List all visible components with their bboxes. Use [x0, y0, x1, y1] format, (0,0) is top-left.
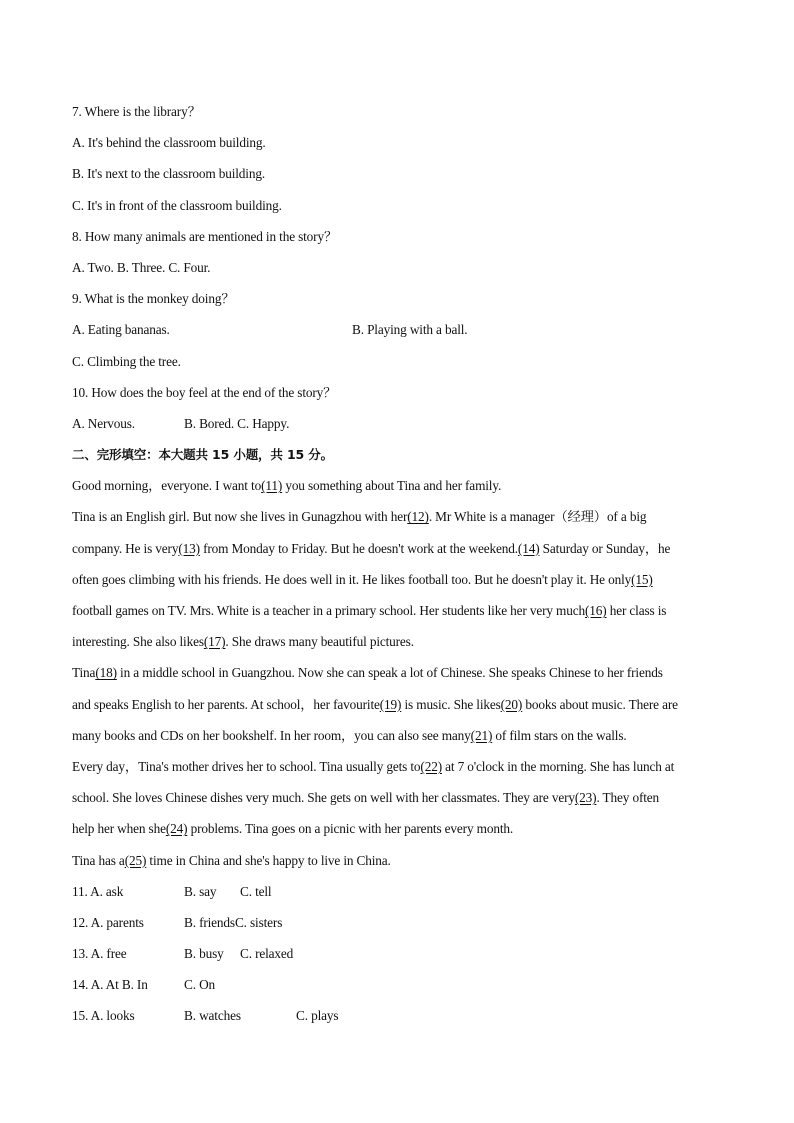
answer-row-13: 13. A. free B. busy C. relaxed [72, 946, 294, 962]
blank-20: (20) [500, 696, 523, 712]
q10-option-a: A. Nervous. [72, 415, 135, 431]
passage-line-10: Every day，Tina's mother drives her to school. Tina usually gets to(22) at 7 o'clock in the morning. She has lunch at [72, 758, 675, 774]
passage-line-5: football games on TV. Mrs. White is a teacher in a primary school. Her students like her very much(16) her class is [72, 603, 667, 618]
q8-options: A. Two. B. Three. C. Four. [72, 259, 211, 275]
q10-options [72, 408, 732, 439]
blank-25: (25) [124, 852, 147, 868]
q9-option-b: B. Playing with a ball. [352, 322, 468, 338]
blank-14: (14) [517, 540, 540, 556]
q10-option-bc: B. Bored. C. Happy. [184, 415, 290, 431]
passage-line-7: Tina(18) in a middle school in Guangzhou. Now she can speak a lot of Chinese. She speaks Chinese to her friends [72, 665, 663, 681]
passage-line-13: Tina has a(25) time in China and she's happy to live in China. [72, 852, 391, 868]
blank-15: (15) [631, 571, 653, 587]
passage-line-11: school. She loves Chinese dishes very much. She gets on well with her classmates. They are very(23). They often [72, 790, 660, 806]
section-heading: 二、完形填空：本大题共 15 小题，共 15 分。 [72, 447, 333, 463]
blank-23: (23) [574, 790, 597, 806]
blank-22: (22) [420, 758, 442, 774]
blank-18: (18) [95, 665, 117, 681]
passage-line-4: often goes climbing with his friends. He does well in it. He likes football too. But he doesn't play it. He only(15) [72, 571, 653, 587]
q7-option-b: B. It's next to the classroom building. [72, 166, 266, 182]
blank-11: (11) [261, 478, 283, 494]
passage-line-12: help her when she(24) problems. Tina goes on a picnic with her parents every month. [72, 821, 514, 837]
blank-17: (17) [203, 634, 226, 650]
q7-option-c: C. It's in front of the classroom building. [72, 197, 282, 213]
passage-line-1: Good morning，everyone. I want to(11) you something about Tina and her family. [72, 478, 502, 494]
q9-option-c: C. Climbing the tree. [72, 353, 181, 369]
blank-19: (19) [379, 696, 402, 712]
blank-16: (16) [584, 603, 607, 618]
blank-13: (13) [178, 540, 200, 556]
answer-row-11: 11. A. ask B. say C. tell [72, 883, 272, 899]
passage-line-9: many books and CDs on her bookshelf. In her room，you can also see many(21) of film stars on the walls. [72, 727, 627, 743]
answer-row-12: 12. A. parents B. friendsC. sisters [72, 914, 283, 930]
blank-12: (12) [407, 509, 429, 525]
blank-24: (24) [165, 821, 188, 837]
answer-row-14: 14. A. At B. In C. On [72, 977, 216, 993]
q9-option-a: A. Eating bananas. [72, 322, 170, 338]
answer-row-15: 15. A. looks B. watches C. plays [72, 1008, 339, 1024]
q7-option-a: A. It's behind the classroom building. [72, 135, 266, 151]
q9-options-ab [72, 314, 732, 345]
question-7: 7. Where is the library？ [72, 104, 201, 119]
passage-line-2: Tina is an English girl. But now she lives in Gunagzhou with her(12). Mr White is a manager（经理）of a big [72, 509, 647, 525]
passage-line-8: and speaks English to her parents. At school，her favourite(19) is music. She likes(20) books about music. There are [72, 696, 678, 712]
passage-line-3: company. He is very(13) from Monday to Friday. But he doesn't work at the weekend.(14) Saturday or Sunday，he [72, 540, 671, 556]
question-8: 8. How many animals are mentioned in the story？ [72, 228, 338, 244]
question-10: 10. How does the boy feel at the end of the story？ [72, 384, 337, 400]
exam-page [72, 96, 732, 1032]
blank-21: (21) [470, 727, 493, 743]
question-9: 9. What is the monkey doing？ [72, 291, 235, 307]
passage-line-6: interesting. She also likes(17). She draws many beautiful pictures. [72, 634, 414, 650]
